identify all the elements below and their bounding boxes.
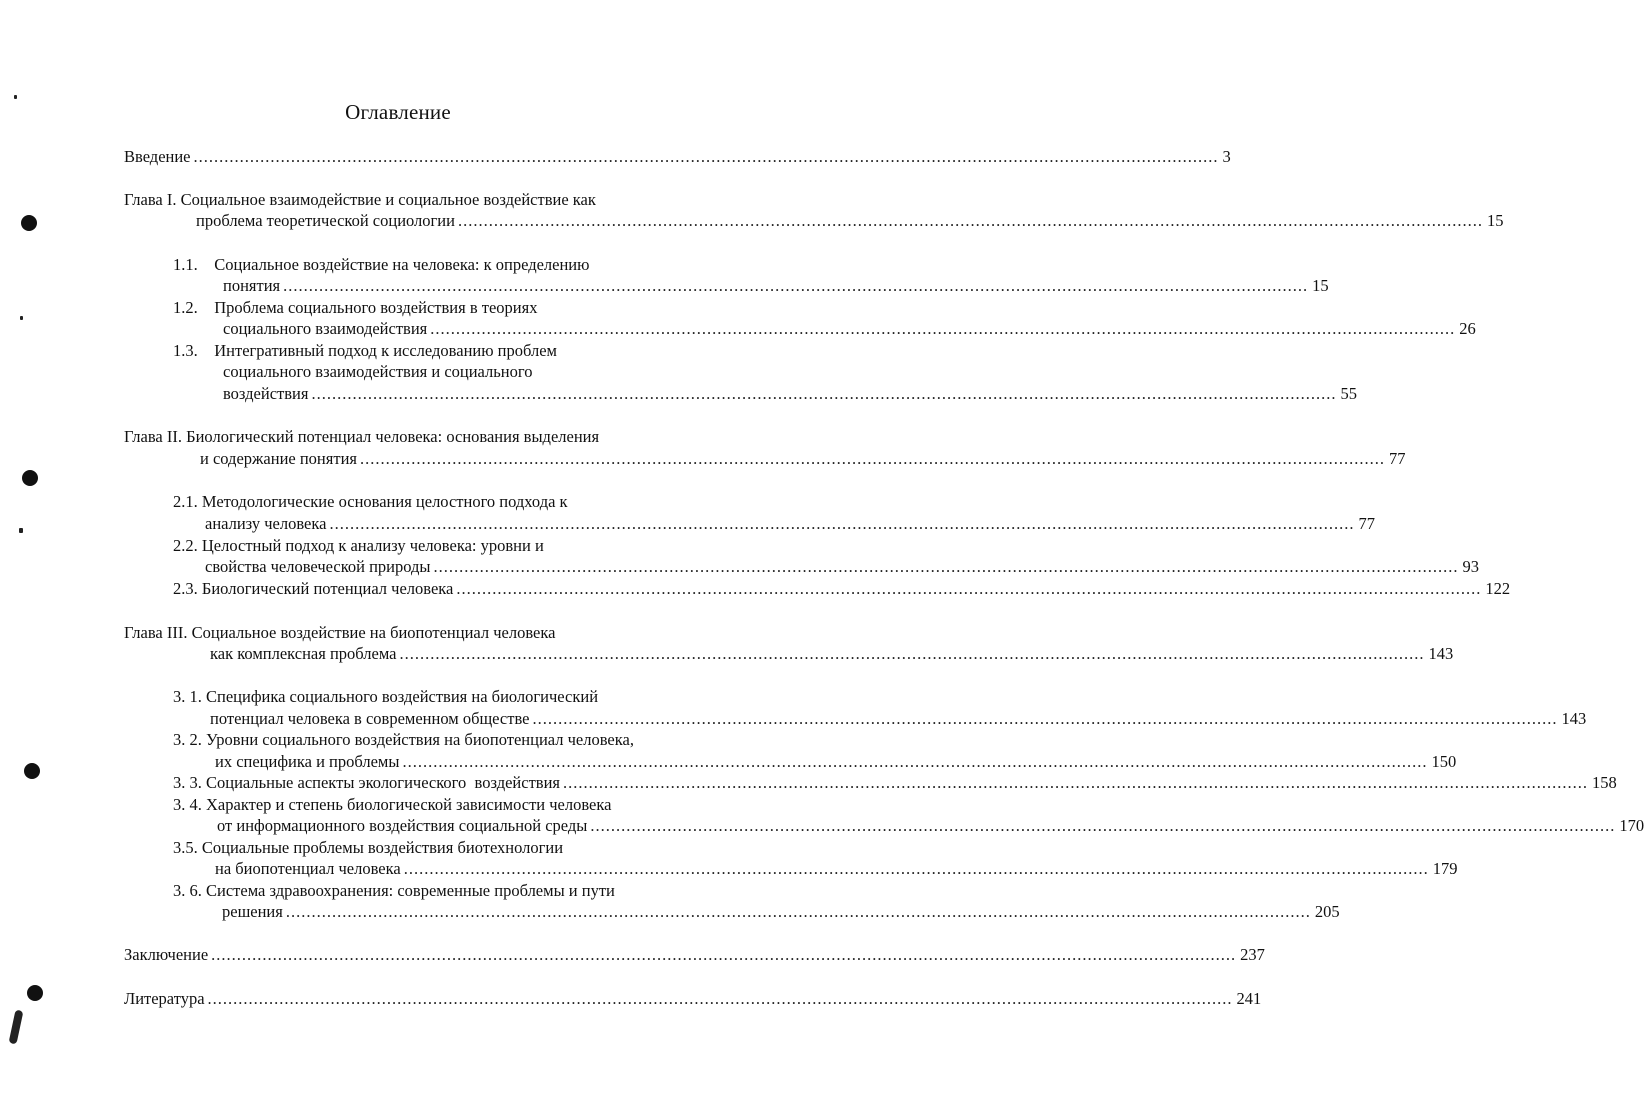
toc-entry-literature [124, 989, 1262, 1009]
toc-section-1-1 [223, 276, 1329, 296]
page-title: Оглавление [345, 100, 451, 124]
leader-dots: ........................................................................................................................................................................................................ [403, 859, 1429, 878]
leader-dots: ........................................................................................................................................................................................................ [430, 319, 1456, 338]
toc-section-3-6-heading [173, 881, 615, 901]
leader-dots: ........................................................................................................................................................................................................ [590, 816, 1616, 835]
toc-section-3-4-heading [173, 795, 611, 815]
toc-section-3-4 [217, 816, 1644, 836]
scan-speck [19, 528, 23, 533]
toc-section-1-3-continued [223, 362, 532, 382]
toc-page-number: 179 [1432, 859, 1458, 878]
toc-entry-text: 1.1. Социальное воздействие на человека: к определению [173, 255, 590, 274]
toc-section-1-2 [223, 319, 1476, 339]
leader-dots: ........................................................................................................................................................................................................ [329, 514, 1355, 533]
toc-section-2-1 [205, 514, 1375, 534]
toc-section-3-1 [210, 709, 1587, 729]
punch-hole-mark [27, 985, 43, 1001]
toc-entry-text: воздействия [223, 384, 309, 403]
toc-section-3-2 [215, 752, 1457, 772]
toc-page-number: 143 [1428, 644, 1454, 663]
toc-entry-text: социального взаимодействия [223, 319, 428, 338]
toc-page-number: 158 [1592, 773, 1617, 792]
toc-entry-text: на биопотенциал человека [215, 859, 401, 878]
toc-entry-text: от информационного воздействия социальной среды [217, 816, 588, 835]
toc-entry-text: потенциал человека в современном обществе [210, 709, 530, 728]
toc-page-number: 3 [1222, 147, 1231, 166]
toc-page-number: 55 [1340, 384, 1357, 403]
toc-page-number: 93 [1462, 557, 1480, 576]
toc-chapter-1 [196, 211, 1504, 231]
toc-chapter-2 [200, 449, 1406, 469]
toc-section-3-5-heading [173, 838, 563, 858]
toc-entry-text: Глава III. Социальное воздействие на биопотенциал человека [124, 623, 556, 642]
toc-entry-text: Заключение [124, 945, 209, 964]
toc-entry-text: 1.2. Проблема социального воздействия в теориях [173, 298, 538, 317]
leader-dots: ........................................................................................................................................................................................................ [532, 709, 1558, 728]
leader-dots: ........................................................................................................................................................................................................ [563, 773, 1588, 792]
toc-chapter-3-heading [124, 623, 555, 643]
leader-dots: ........................................................................................................................................................................................................ [359, 449, 1385, 468]
toc-section-3-5 [215, 859, 1458, 879]
toc-page-number: 15 [1486, 211, 1504, 230]
leader-dots: ........................................................................................................................................................................................................ [207, 989, 1233, 1008]
toc-section-2-2 [205, 557, 1480, 577]
leader-dots: ........................................................................................................................................................................................................ [456, 579, 1482, 598]
toc-page-number: 205 [1314, 902, 1340, 921]
toc-page-number: 77 [1388, 449, 1406, 468]
toc-entry-text: 2.2. Целостный подход к анализу человека: уровни и [173, 536, 544, 555]
toc-chapter-1-heading [124, 190, 596, 210]
scan-smudge [9, 1010, 24, 1045]
leader-dots: ........................................................................................................................................................................................................ [285, 902, 1311, 921]
punch-hole-mark [24, 763, 40, 779]
toc-section-3-1-heading [173, 687, 598, 707]
leader-dots: ........................................................................................................................................................................................................ [433, 557, 1459, 576]
toc-entry-text: свойства человеческой природы [205, 557, 431, 576]
toc-chapter-3 [210, 644, 1454, 664]
toc-section-3-3 [173, 773, 1617, 793]
toc-chapter-2-heading [124, 427, 599, 447]
punch-hole-mark [22, 470, 38, 486]
toc-page-number: 77 [1358, 514, 1375, 533]
leader-dots: ........................................................................................................................................................................................................ [193, 147, 1219, 166]
toc-entry-text: Глава II. Биологический потенциал человека: основания выделения [124, 427, 600, 446]
leader-dots: ........................................................................................................................................................................................................ [211, 945, 1237, 964]
scan-speck [14, 95, 17, 99]
toc-entry-text: 1.3. Интегративный подход к исследованию проблем [173, 341, 557, 360]
toc-entry-text: их специфика и проблемы [215, 752, 400, 771]
punch-hole-mark [21, 215, 37, 231]
toc-section-2-2-heading [173, 536, 544, 556]
leader-dots: ........................................................................................................................................................................................................ [399, 644, 1425, 663]
toc-section-3-2-heading [173, 730, 634, 750]
scan-speck [20, 316, 23, 320]
toc-entry-text: и содержание понятия [200, 449, 357, 468]
leader-dots: ........................................................................................................................................................................................................ [311, 384, 1337, 403]
toc-page-number: 15 [1312, 276, 1329, 295]
toc-entry-text: понятия [223, 276, 281, 295]
leader-dots: ........................................................................................................................................................................................................ [402, 752, 1428, 771]
toc-section-2-1-heading [173, 492, 568, 512]
toc-entry-text: 3. 4. Характер и степень биологической зависимости человека [173, 795, 612, 814]
toc-page-number: 26 [1459, 319, 1476, 338]
toc-entry-text: 3. 6. Система здравоохранения: современные проблемы и пути [173, 881, 615, 900]
toc-page-number: 237 [1240, 945, 1265, 964]
toc-section-1-1-heading [173, 255, 589, 275]
toc-section-1-2-heading [173, 298, 537, 318]
toc-page-number: 150 [1431, 752, 1457, 771]
toc-entry-text: Глава I. Социальное взаимодействие и социальное воздействие как [124, 190, 596, 209]
toc-entry-text: как комплексная проблема [210, 644, 397, 663]
toc-page-number: 143 [1561, 709, 1587, 728]
toc-entry-text: 3.5. Социальные проблемы воздействия биотехнологии [173, 838, 564, 857]
toc-page-number: 122 [1485, 579, 1511, 598]
toc-entry-intro [124, 147, 1231, 167]
toc-section-3-6 [222, 902, 1340, 922]
toc-section-2-3 [173, 579, 1511, 599]
toc-entry-text: 3. 2. Уровни социального воздействия на биопотенциал человека, [173, 730, 634, 749]
toc-entry-text: Введение [124, 147, 191, 166]
leader-dots: ........................................................................................................................................................................................................ [283, 276, 1309, 295]
toc-entry-text: Литература [124, 989, 205, 1008]
toc-page-number: 241 [1236, 989, 1262, 1008]
toc-entry-conclusion [124, 945, 1265, 965]
toc-entry-text: анализу человека [205, 514, 327, 533]
toc-section-1-3-heading [173, 341, 557, 361]
toc-entry-text: социального взаимодействия и социального [223, 362, 533, 381]
toc-section-1-3 [223, 384, 1357, 404]
leader-dots: ........................................................................................................................................................................................................ [457, 211, 1483, 230]
toc-entry-text: проблема теоретической социологии [196, 211, 455, 230]
toc-entry-text: 3. 1. Специфика социального воздействия на биологический [173, 687, 599, 706]
toc-entry-text: 3. 3. Социальные аспекты экологического воздействия [173, 773, 560, 792]
toc-page-number: 170 [1619, 816, 1644, 835]
toc-entry-text: 2.3. Биологический потенциал человека [173, 579, 454, 598]
toc-entry-text: решения [222, 902, 283, 921]
toc-entry-text: 2.1. Методологические основания целостного подхода к [173, 492, 568, 511]
